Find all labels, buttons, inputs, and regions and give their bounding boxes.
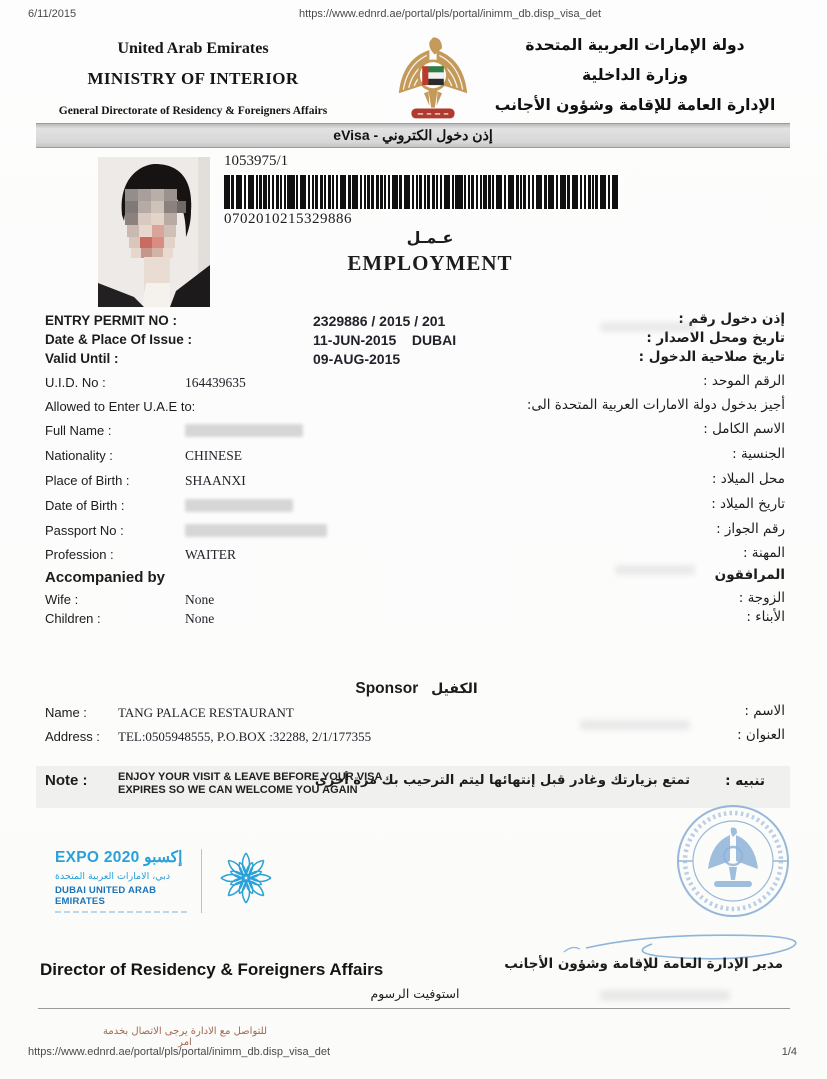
visa-serial-number: 1053975/1 — [224, 153, 289, 169]
applicant-photo — [98, 157, 210, 307]
field-label-ar: رقم الجواز : — [716, 521, 785, 537]
redacted-value — [185, 424, 303, 437]
field-value: None — [185, 611, 215, 626]
field-label-ar: تاريخ ومحل الاصدار : — [646, 330, 785, 346]
footer-url: https://www.ednrd.ae/portal/pls/portal/inimm_db.disp_visa_det — [28, 1046, 331, 1058]
field-value: CHINESE — [185, 448, 242, 463]
section-title-ar: المرافقون — [714, 567, 785, 583]
barcode-number: 0702010215329886 — [224, 211, 352, 227]
field-row-sponsor-address — [45, 729, 785, 753]
field-label-ar: الجنسية : — [732, 446, 785, 462]
field-label: Nationality : — [45, 448, 113, 463]
field-row-children — [45, 611, 785, 631]
field-label: Place of Birth : — [45, 473, 130, 488]
field-value: 09-AUG-2015 — [313, 351, 401, 367]
field-label-ar: الرقم الموحد : — [703, 373, 785, 389]
redacted-value — [185, 499, 293, 512]
note-line-1: ENJOY YOUR VISIT & LEAVE BEFORE YOUR VISA — [118, 771, 383, 783]
field-row-valid-until — [45, 351, 785, 375]
directorate-name-ar: الإدارة العامة للإقامة وشؤون الأجانب — [494, 96, 776, 114]
field-label: Date of Birth : — [45, 498, 125, 513]
permit-details — [45, 313, 785, 631]
field-row-place-of-birth — [45, 473, 785, 498]
visa-type — [250, 228, 610, 276]
field-label: Allowed to Enter U.A.E to: — [45, 399, 196, 414]
field-label-ar: تاريخ الميلاد : — [711, 496, 785, 512]
field-row-allowed-to-enter — [45, 399, 785, 423]
field-label-ar: الأبناء : — [746, 609, 785, 625]
sponsor-title-ar: الكفيل — [431, 681, 478, 697]
visa-type-english: EMPLOYMENT — [347, 251, 513, 275]
print-url: https://www.ednrd.ae/portal/pls/portal/inimm_db.disp_visa_det — [299, 8, 602, 20]
director-title-ar: مدير الإدارة العامة للإقامة وشؤون الأجانب — [504, 956, 783, 972]
field-label: Wife : — [45, 592, 79, 607]
scan-artifact — [615, 565, 695, 575]
section-title: Accompanied by — [45, 569, 166, 586]
field-label-ar: الاسم الكامل : — [703, 421, 785, 437]
field-row-wife — [45, 592, 785, 611]
field-label: Profession : — [45, 547, 114, 562]
field-row-date-of-birth — [45, 498, 785, 523]
field-label: ENTRY PERMIT NO : — [45, 313, 178, 328]
field-value: None — [185, 592, 215, 607]
expo-decorative-line — [55, 911, 187, 913]
expo-rosette-icon — [214, 846, 278, 915]
field-label: Date & Place Of Issue : — [45, 332, 193, 347]
evisa-title-banner: eVisa - إذن دخول الكتروني — [36, 124, 790, 147]
sponsor-heading — [0, 680, 827, 698]
page-number: 1/4 — [781, 1046, 797, 1058]
expo-2020-logo — [55, 846, 278, 915]
field-row-uid-no — [45, 375, 785, 399]
field-value: 164439635 — [185, 375, 246, 390]
expo-subtitle-ar: دبي، الامارات العربية المتحدة — [55, 871, 171, 882]
field-label: Full Name : — [45, 423, 112, 438]
fees-collected-ar: استوفيت الرسوم — [370, 986, 460, 1001]
field-value: TEL:0505948555, P.O.BOX :32288, 2/1/177355 — [118, 729, 372, 744]
uae-falcon-emblem-icon — [388, 30, 478, 124]
field-label-ar: تاريخ صلاحية الدخول : — [638, 349, 785, 365]
country-name-ar: دولة الإمارات العربية المتحدة — [525, 36, 745, 54]
expo-subtitle-en: DUBAI UNITED ARAB EMIRATES — [55, 885, 157, 907]
barcode-icon — [224, 175, 620, 209]
field-label-ar: الاسم : — [744, 703, 785, 719]
note-label: Note : — [45, 772, 88, 789]
directorate-name: General Directorate of Residency & Foreigners Affairs — [58, 105, 328, 117]
contact-note-ar: للتواصل مع الادارة يرجى الاتصال بخدمة امر — [102, 1026, 267, 1048]
field-label: Children : — [45, 611, 101, 626]
field-label-ar: محل الميلاد : — [711, 471, 785, 487]
field-label-ar: إذن دخول رقم : — [678, 311, 785, 327]
redacted-value — [185, 524, 327, 537]
field-label: Address : — [45, 729, 100, 744]
note-text-ar: تمتع بزيارتك وغادر قبل إنتهائها ليتم الترحيب بك مرة أخرى — [314, 773, 690, 788]
letterhead-english — [38, 40, 348, 117]
field-label-ar: العنوان : — [737, 727, 785, 743]
field-value: 2329886 / 2015 / 201 — [313, 313, 446, 329]
field-row-nationality — [45, 448, 785, 473]
field-label: Passport No : — [45, 523, 124, 538]
expo-title: EXPO 2020 إكسبو — [55, 849, 183, 866]
field-label-ar: المهنة : — [742, 545, 785, 561]
field-label: Name : — [45, 705, 87, 720]
field-value: WAITER — [185, 547, 236, 562]
field-row-full-name — [45, 423, 785, 448]
field-label: U.I.D. No : — [45, 375, 106, 390]
ministry-name-ar: وزارة الداخلية — [582, 66, 688, 84]
footer-divider — [38, 1008, 790, 1009]
field-label-ar: أجيز بدخول دولة الامارات العربية المتحدة الى: — [526, 397, 785, 413]
print-date: 6/11/2015 — [28, 8, 77, 20]
scan-artifact — [600, 322, 695, 332]
visa-type-arabic: عـمـل — [406, 228, 454, 247]
field-value: SHAANXI — [185, 473, 246, 488]
country-name: United Arab Emirates — [117, 40, 269, 57]
field-value: 11-JUN-2015 DUBAI — [313, 332, 457, 348]
field-value: TANG PALACE RESTAURANT — [118, 705, 294, 720]
scan-artifact — [600, 990, 730, 1001]
letterhead-arabic — [485, 36, 785, 126]
note-line-2: EXPIRES SO WE CAN WELCOME YOU AGAIN — [118, 784, 358, 796]
field-label: Valid Until : — [45, 351, 119, 366]
note-label-ar: تنبيه : — [725, 773, 765, 789]
field-label-ar: الزوجة : — [738, 590, 785, 606]
director-title: Director of Residency & Foreigners Affairs — [40, 960, 384, 979]
sponsor-title: Sponsor — [355, 680, 419, 697]
expo-divider — [201, 849, 202, 913]
ministry-name: MINISTRY OF INTERIOR — [87, 69, 299, 88]
field-row-passport-no — [45, 523, 785, 547]
scan-artifact — [580, 720, 690, 730]
